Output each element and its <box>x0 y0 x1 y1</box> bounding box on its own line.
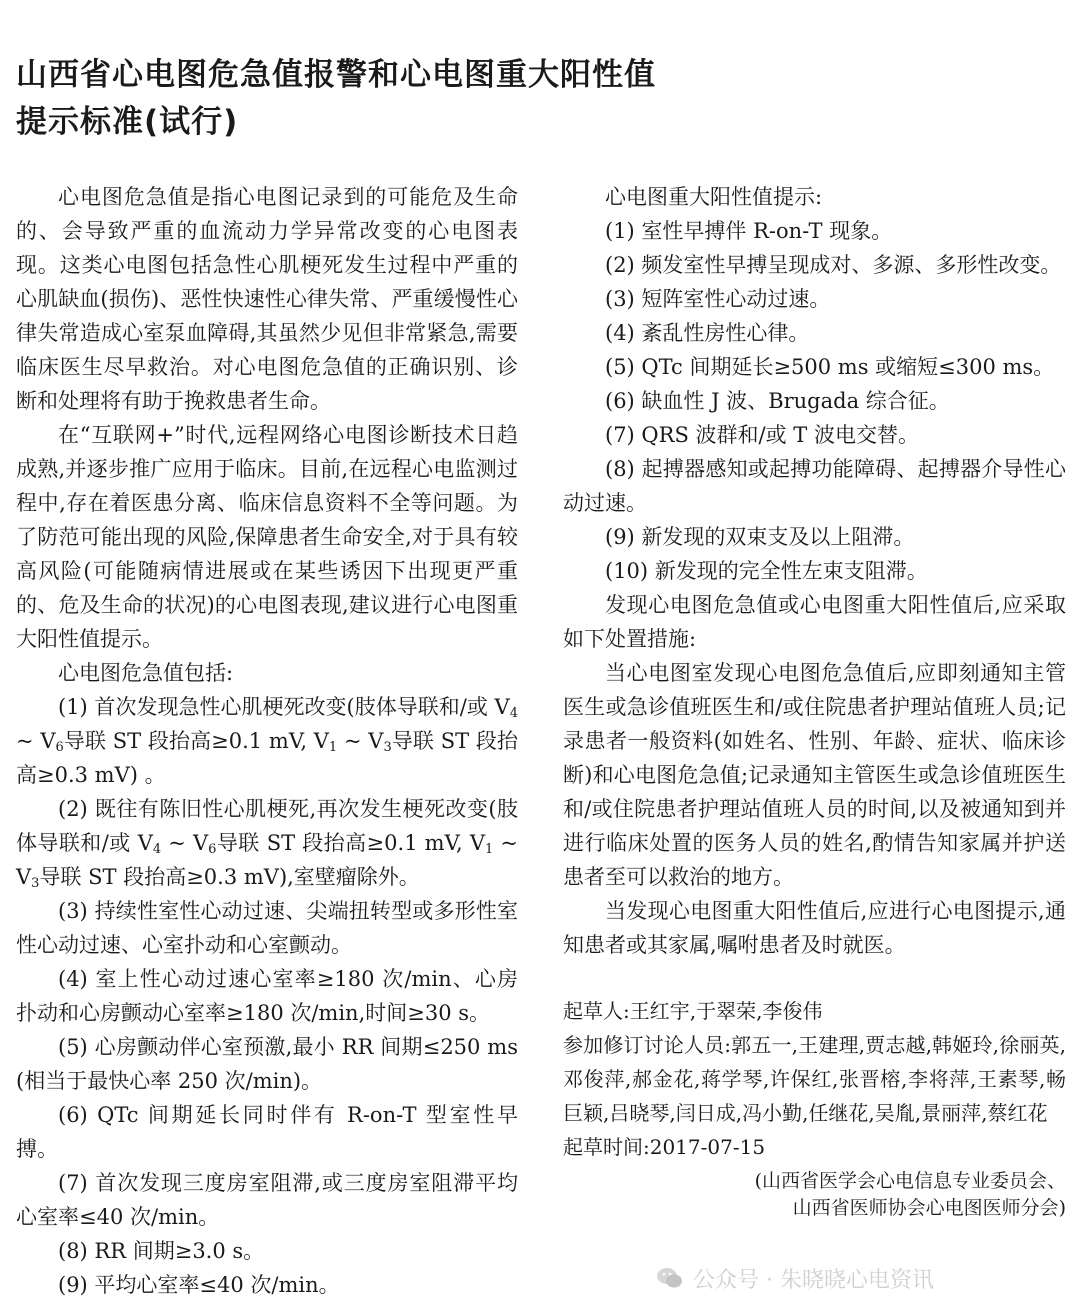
organization-attribution <box>563 1168 1066 1222</box>
major-positive-heading: 心电图重大阳性值提示: <box>605 185 823 209</box>
positive-item-4: (4) 紊乱性房性心律。 <box>605 321 810 345</box>
drafters-line: 起草人:王红宇,于翠荣,李俊伟 <box>563 999 823 1023</box>
measures-paragraph: 发现心电图危急值或心电图重大阳性值后,应采取如下处置措施: <box>563 593 1066 651</box>
intro-paragraph: 心电图危急值是指心电图记录到的可能危及生命的、会导致严重的血流动力学异常改变的心电图表现。这类心电图包括急性心肌梗死发生过程中严重的心肌缺血(损伤)、恶性快速性心律失常、严重缓慢性心律失常造成心室泵血障碍,其虽然少见但非常紧急,需要临床医生尽早救治。对心电图危急值的正确识别、诊断和处理将有助于挽救患者生命。 <box>16 185 518 413</box>
wechat-icon <box>655 1263 685 1293</box>
watermark-text: 公众号 · 朱晓晓心电资讯 <box>693 1267 934 1293</box>
credits-block <box>563 994 1066 1222</box>
positive-procedure-paragraph: 当发现心电图重大阳性值后,应进行心电图提示,通知患者或其家属,嘱咐患者及时就医。 <box>563 899 1066 957</box>
positive-item-6: (6) 缺血性 J 波、Brugada 综合征。 <box>605 389 950 413</box>
critical-item-7: (7) 首次发现三度房室阻滞,或三度房室阻滞平均心室率≤40 次/min。 <box>16 1171 518 1229</box>
draft-date: 起草时间:2017-07-15 <box>563 1135 766 1159</box>
positive-item-8: (8) 起搏器感知或起搏功能障碍、起搏器介导性心动过速。 <box>563 457 1066 515</box>
critical-item-1: (1) 首次发现急性心肌梗死改变(肢体导联和/或 $V_4$ ~ $V_6$导联 ST 段抬高≥0.1 mV, $V_1$ ~ $V_3$导联 ST 段抬高≥0.3 mV) 。 <box>16 695 518 787</box>
participants-list: 参加修订讨论人员:郭五一,王建理,贾志越,韩姬玲,徐丽英,邓俊萍,郝金花,蒋学琴,许保红,张晋榕,李将萍,王素琴,畅巨颖,吕晓琴,闫日成,冯小勤,任继花,吴胤,景丽萍,蔡红花 <box>563 1033 1066 1125</box>
critical-item-6: (6) QTc 间期延长同时伴有 R-on-T 型室性早搏。 <box>16 1103 518 1161</box>
right-column <box>563 180 1066 1222</box>
positive-item-10: (10) 新发现的完全性左束支阻滞。 <box>605 559 928 583</box>
positive-item-2: (2) 频发室性早搏呈现成对、多源、多形性改变。 <box>605 253 1062 277</box>
positive-item-7: (7) QRS 波群和/或 T 波电交替。 <box>605 423 919 447</box>
article-title <box>16 52 1056 146</box>
context-paragraph: 在“互联网+”时代,远程网络心电图诊断技术日趋成熟,并逐步推广应用于临床。目前,在远程心电监测过程中,存在着医患分离、临床信息资料不全等问题。为了防范可能出现的风险,保障患者生命安全,对于具有较高风险(可能随病情进展或在某些诱因下出现更严重的、危及生命的状况)的心电图表现,建议进行心电图重大阳性值提示。 <box>16 423 518 651</box>
critical-item-8: (8) RR 间期≥3.0 s。 <box>58 1239 265 1263</box>
critical-item-5: (5) 心房颤动伴心室预激,最小 RR 间期≤250 ms (相当于最快心率 250 次/min)。 <box>16 1035 518 1093</box>
critical-item-4: (4) 室上性心动过速心室率≥180 次/min、心房扑动和心房颤动心室率≥180 次/min,时间≥30 s。 <box>16 967 518 1025</box>
positive-item-5: (5) QTc 间期延长≥500 ms 或缩短≤300 ms。 <box>605 355 1055 379</box>
critical-item-2: (2) 既往有陈旧性心肌梗死,再次发生梗死改变(肢体导联和/或 $V_4$ ~ $V_6$导联 ST 段抬高≥0.1 mV, $V_1$ ~ $V_3$导联 ST 段抬高≥0.3 mV),室壁瘤除外。 <box>16 797 518 891</box>
critical-item-9: (9) 平均心室率≤40 次/min。 <box>58 1273 340 1297</box>
critical-values-heading: 心电图危急值包括: <box>58 661 234 685</box>
title-line-1: 山西省心电图危急值报警和心电图重大阳性值 <box>16 57 656 93</box>
wechat-watermark <box>655 1258 1060 1298</box>
positive-item-1: (1) 室性早搏伴 R-on-T 现象。 <box>605 219 893 243</box>
critical-procedure-paragraph: 当心电图室发现心电图危急值后,应即刻通知主管医生或急诊值班医生和/或住院患者护理站值班人员;记录患者一般资料(如姓名、性别、年龄、症状、临床诊断)和心电图危急值;记录通知主管医生或急诊值班医生和/或住院患者护理站值班人员的时间,以及被通知到并进行临床处置的医务人员的姓名,酌情告知家属并护送患者至可以救治的地方。 <box>563 661 1066 889</box>
positive-item-3: (3) 短阵室性心动过速。 <box>605 287 831 311</box>
left-column <box>16 180 518 1302</box>
critical-item-3: (3) 持续性室性心动过速、尖端扭转型或多形性室性心动过速、心室扑动和心室颤动。 <box>16 899 518 957</box>
positive-item-9: (9) 新发现的双束支及以上阻滞。 <box>605 525 915 549</box>
organization-line-2: 山西省医师协会心电图医师分会) <box>792 1197 1066 1219</box>
title-line-2: 提示标准(试行) <box>16 104 239 140</box>
organization-line-1: (山西省医学会心电信息专业委员会、 <box>754 1170 1066 1192</box>
